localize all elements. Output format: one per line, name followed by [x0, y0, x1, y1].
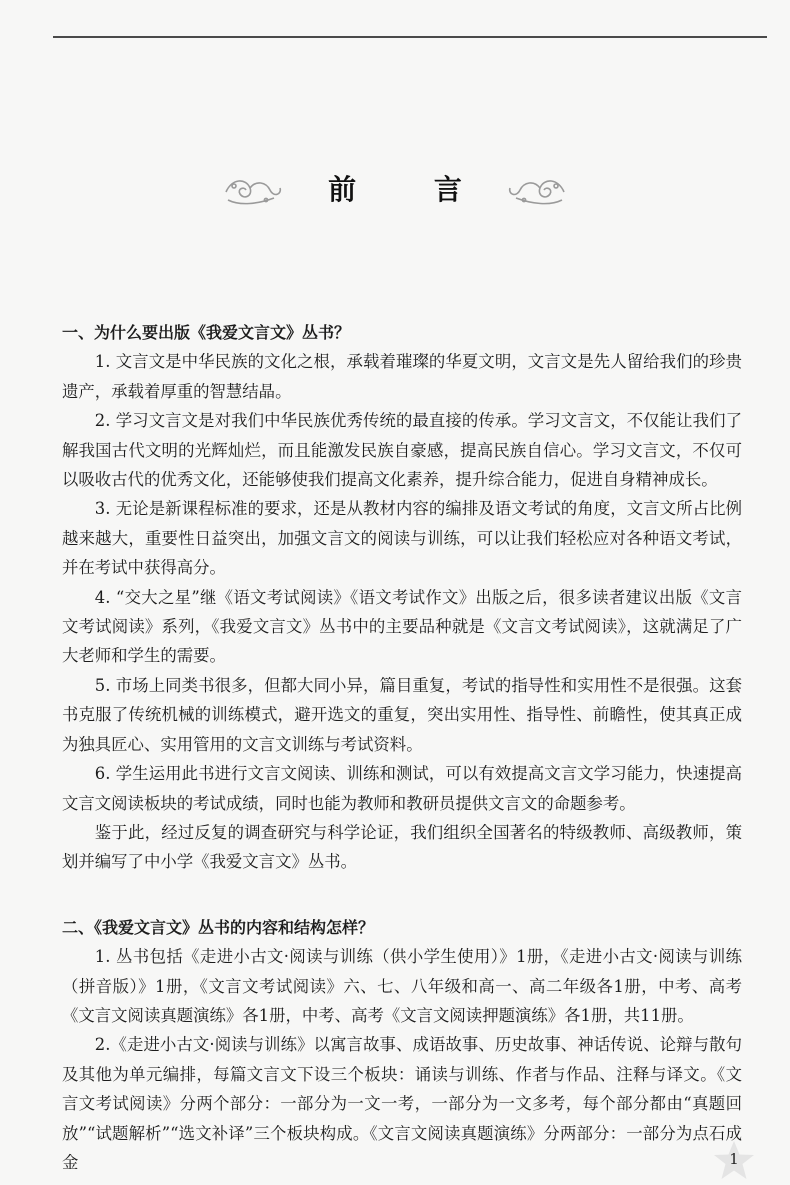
page-number: 1: [729, 1150, 739, 1168]
section-heading: 二、《我爱文言文》丛书的内容和结构怎样？: [62, 917, 375, 937]
paragraph: 1. 丛书包括《走进小古文·阅读与训练（供小学生使用）》1册，《走进小古文·阅读与训练（拼音版）》1册，《文言文考试阅读》六、七、八年级和高一、高二年级各1册，中考、高考《文言文阅读真题演练》各1册，中考、高考《文言文阅读押题演练》各1册，共11册。: [62, 947, 742, 1025]
paragraph: 2. 学习文言文是对我们中华民族优秀传统的最直接的传承。学习文言文，不仅能让我们了解我国古代文明的光辉灿烂，而且能激发民族自豪感，提高民族自信心。学习文言文，不仅可以吸收古代的优秀文化，还能够使我们提高文化素养，提升综合能力，促进自身精神成长。: [62, 411, 742, 490]
paragraph: 3. 无论是新课程标准的要求，还是从教材内容的编排及语文考试的角度，文言文所占比例越来越大，重要性日益突出，加强文言文的阅读与训练，可以让我们轻松应对各种语文考试，并在考试中获得高分。: [62, 499, 742, 578]
section-gap: [62, 877, 742, 913]
page-title: 前 言: [328, 173, 496, 206]
paragraph: 2.《走进小古文·阅读与训练》以寓言故事、成语故事、历史故事、神话传说、论辩与散句及其他为单元编排，每篇文言文下设三个板块：诵读与训练、作者与作品、注释与译文。《文言文考试阅读》分两个部分：一部分为一文一考，一部分为一文多考，每个部分都由“真题回放”“试题解析”“选文补译”三个板块构成。《文言文阅读真题演练》分两部分：一部分为点石成金: [62, 1035, 742, 1172]
scroll-ornament-icon: [506, 170, 568, 210]
paragraph: 4. “交大之星”继《语文考试阅读》《语文考试作文》出版之后，很多读者建议出版《文言文考试阅读》系列，《我爱文言文》丛书中的主要品种就是《文言文考试阅读》，这就满足了广大老师和学生的需要。: [62, 587, 742, 666]
page-content: [62, 318, 742, 1177]
top-rule: [53, 36, 767, 38]
title-band: [222, 160, 568, 222]
paragraph: 6. 学生运用此书进行文言文阅读、训练和测试，可以有效提高文言文学习能力，快速提高文言文阅读板块的考试成绩，同时也能为教师和教研员提供文言文的命题参考。: [62, 764, 742, 813]
paragraph: 鉴于此，经过反复的调查研究与科学论证，我们组织全国著名的特级教师、高级教师，策划并编写了中小学《我爱文言文》丛书。: [62, 822, 742, 872]
paragraph: 1. 文言文是中华民族的文化之根，承载着璀璨的华夏文明，文言文是先人留给我们的珍贵遗产，承载着厚重的智慧结晶。: [62, 352, 742, 401]
paragraph: 5. 市场上同类书很多，但都大同小异，篇目重复，考试的指导性和实用性不是很强。这套书克服了传统机械的训练模式，避开选文的重复，突出实用性、指导性、前瞻性，使其真正成为独具匠心、实用管用的文言文训练与考试资料。: [62, 675, 742, 754]
section-heading: 一、为什么要出版《我爱文言文》丛书？: [62, 323, 351, 342]
